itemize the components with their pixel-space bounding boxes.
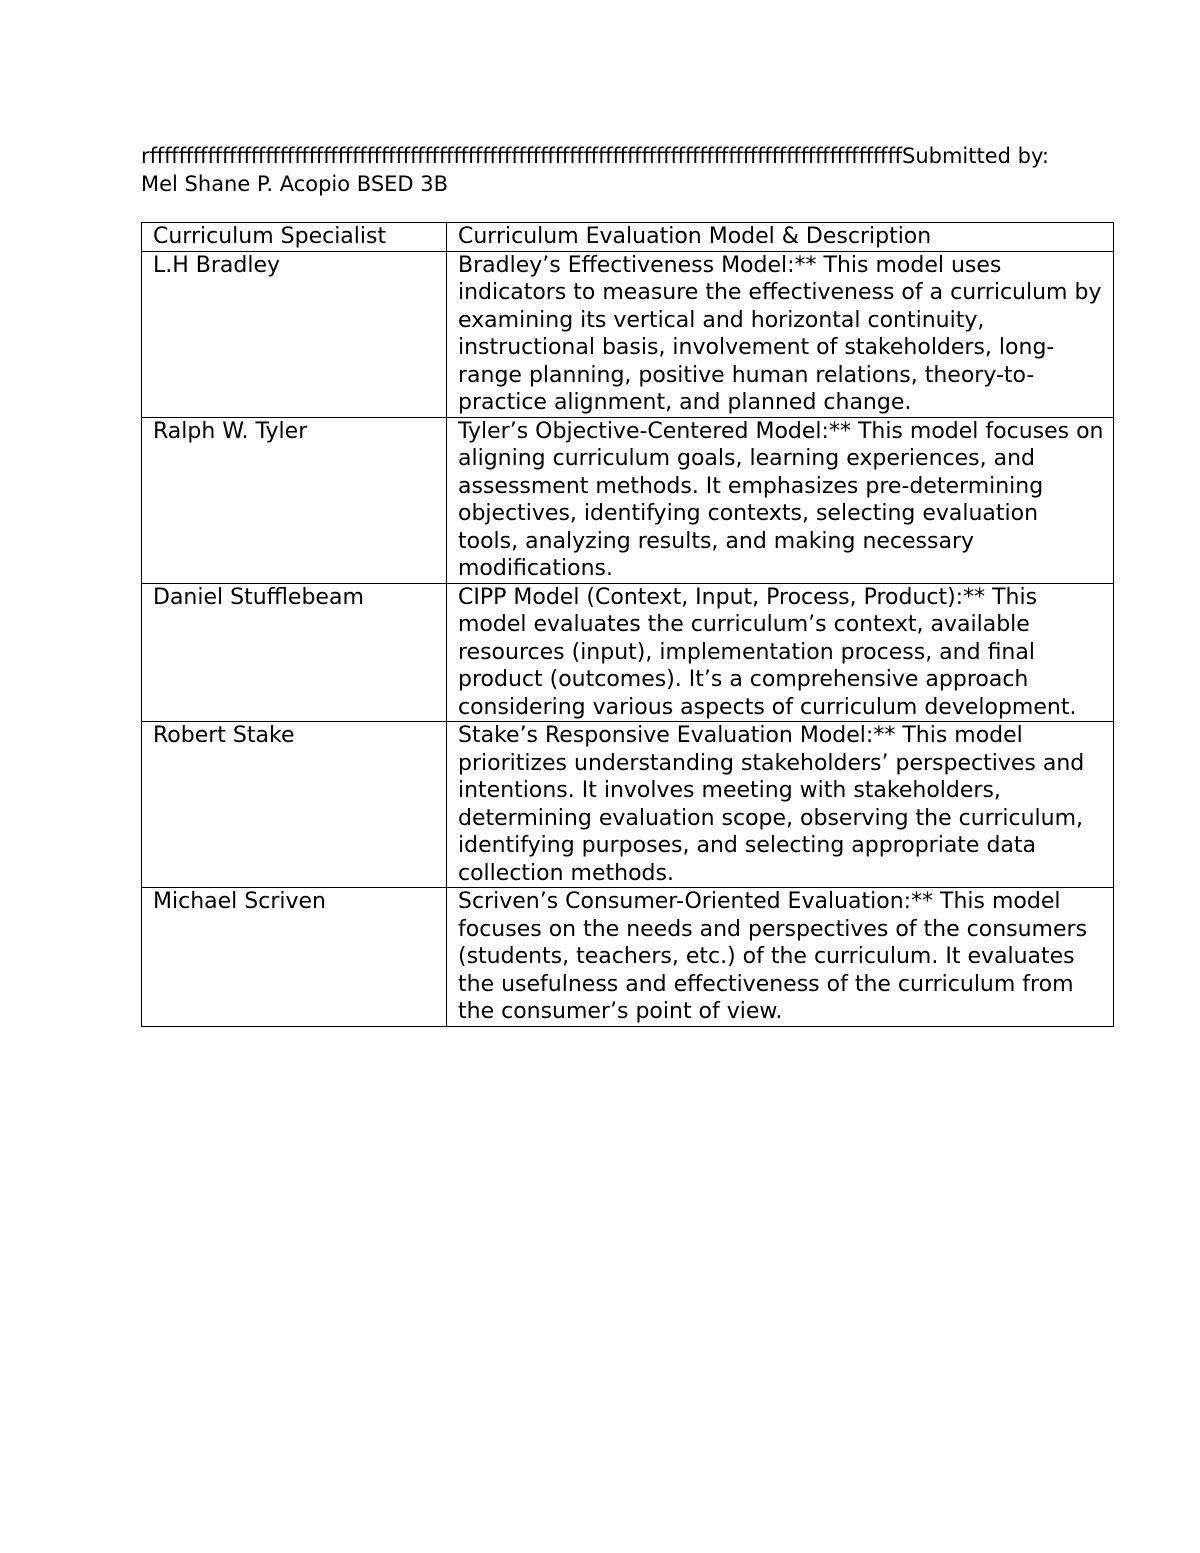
table-row [142,251,1114,417]
specialist-cell: L.H Bradley [142,251,447,417]
table-row [142,722,1114,888]
submitted-by-line: rffffffffffffffffffffffffffffffffffffffffffffffffffffffffffffffffffffffffffffffffffffffffffffffffffffffffSubmitted by: Mel Shane P. Acopio BSED 3B [141,144,1049,196]
table-row [142,888,1114,1027]
column-header-specialist: Curriculum Specialist [142,223,447,252]
table-row [142,417,1114,583]
curriculum-models-table [141,222,1114,1027]
description-cell: Scriven’s Consumer-Oriented Evaluation:** This model focuses on the needs and perspectives of the consumers (students, teachers, etc.) of the curriculum. It evaluates the usefulness and effectiveness of the curriculum from the consumer’s point of view. [447,888,1114,1027]
column-header-model: Curriculum Evaluation Model & Description [447,223,1114,252]
description-cell: Stake’s Responsive Evaluation Model:** This model prioritizes understanding stakeholders’ perspectives and intentions. It involves meeting with stakeholders, determining evaluation scope, observing the curriculum, identifying purposes, and selecting appropriate data collection methods. [447,722,1114,888]
specialist-cell: Michael Scriven [142,888,447,1027]
specialist-cell: Daniel Stufflebeam [142,583,447,722]
description-cell: CIPP Model (Context, Input, Process, Product):** This model evaluates the curriculum’s context, available resources (input), implementation process, and final product (outcomes). It’s a comprehensive approach considering various aspects of curriculum development. [447,583,1114,722]
table-row [142,583,1114,722]
document-page [141,142,1113,1027]
specialist-cell: Robert Stake [142,722,447,888]
specialist-cell: Ralph W. Tyler [142,417,447,583]
table-header-row [142,223,1114,252]
description-cell: Tyler’s Objective-Centered Model:** This model focuses on aligning curriculum goals, learning experiences, and assessment methods. It emphasizes pre-determining objectives, identifying contexts, selecting evaluation tools, analyzing results, and making necessary modifications. [447,417,1114,583]
description-cell: Bradley’s Effectiveness Model:** This model uses indicators to measure the effectiveness of a curriculum by examining its vertical and horizontal continuity, instructional basis, involvement of stakeholders, long-range planning, positive human relations, theory-to-practice alignment, and planned change. [447,251,1114,417]
